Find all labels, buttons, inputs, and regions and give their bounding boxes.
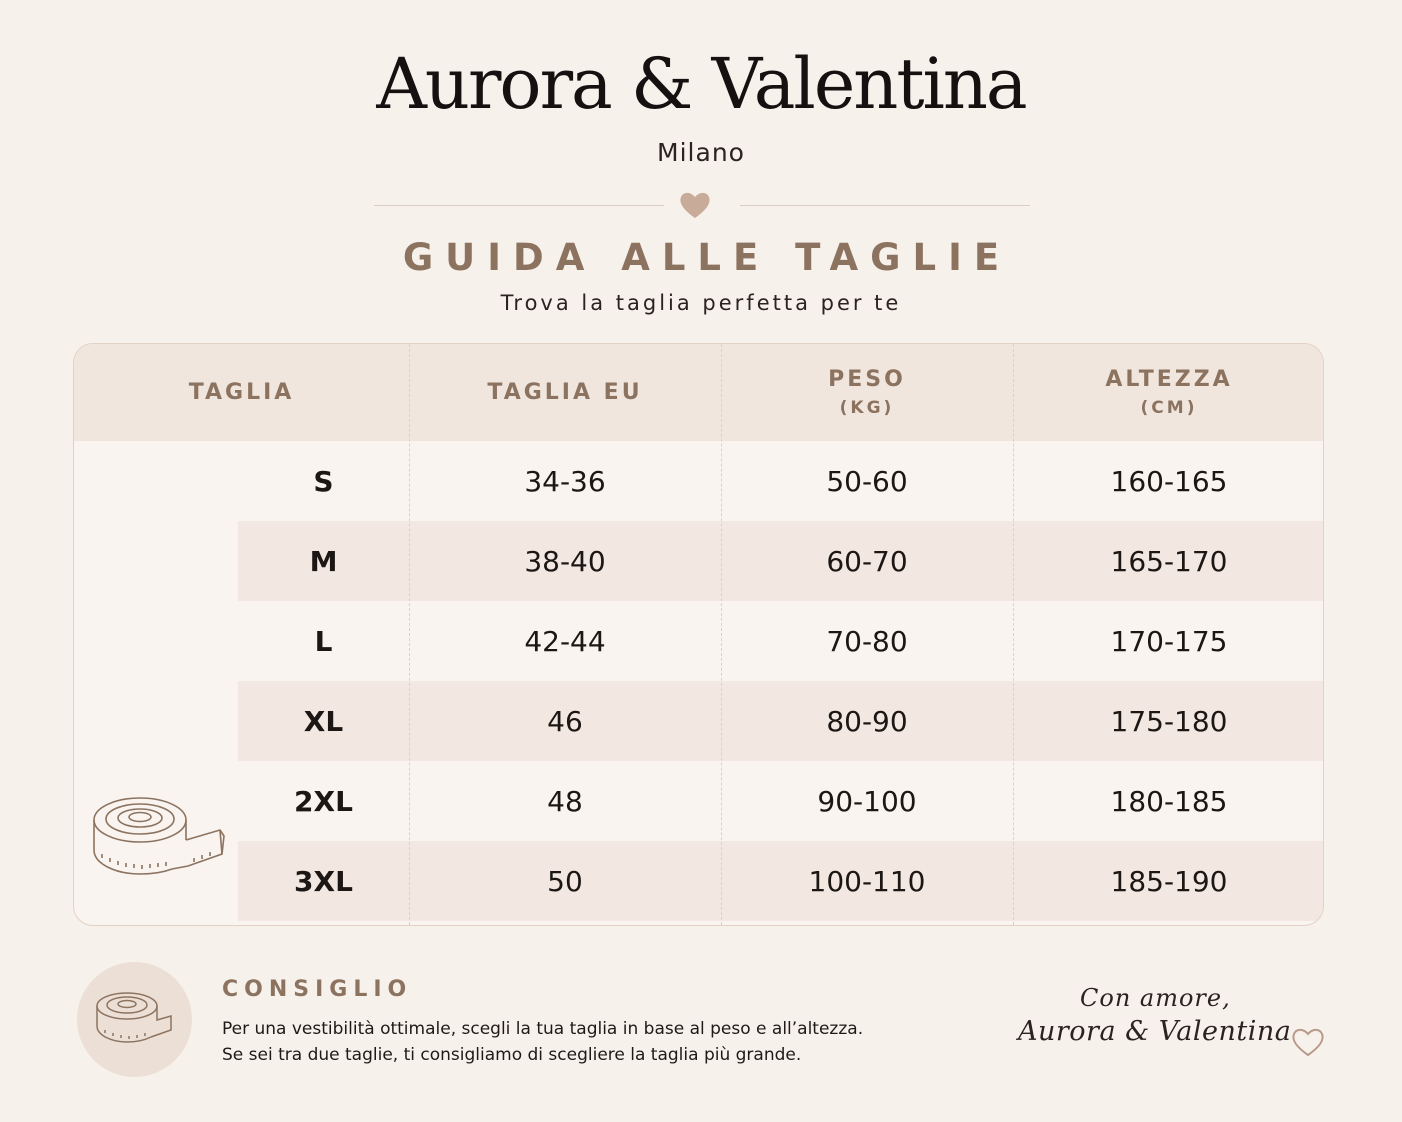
tip-text: [222, 1016, 863, 1068]
header-label: TAGLIA: [188, 380, 295, 405]
cell-weight: 90-100: [817, 784, 917, 818]
cell-eu: 50: [547, 864, 583, 898]
cell-size: 3XL: [294, 864, 353, 898]
table-row: [74, 441, 1323, 521]
size-table: [73, 343, 1324, 926]
table-row: [74, 601, 1323, 681]
header-label: ALTEZZA: [1105, 367, 1233, 392]
tip-title: CONSIGLIO: [222, 977, 413, 1002]
tip-icon-circle: [77, 962, 192, 1077]
cell-height: 170-175: [1110, 624, 1228, 658]
cell-weight: 60-70: [826, 544, 908, 578]
heart-icon: [678, 190, 712, 220]
column-divider: [721, 344, 722, 925]
header-unit: (KG): [839, 398, 895, 418]
cell-size: S: [313, 464, 334, 498]
cell-weight: 100-110: [808, 864, 926, 898]
cell-eu: 46: [547, 704, 583, 738]
column-divider: [409, 344, 410, 925]
cell-height: 165-170: [1110, 544, 1228, 578]
cell-size: 2XL: [294, 784, 353, 818]
signature-line: Con amore,: [1080, 984, 1231, 1012]
cell-height: 185-190: [1110, 864, 1228, 898]
measuring-tape-icon: [92, 792, 232, 887]
cell-eu: 38-40: [524, 544, 606, 578]
table-row: [74, 681, 1323, 761]
tip-line: Se sei tra due taglie, ti consigliamo di scegliere la taglia più grande.: [222, 1045, 802, 1065]
column-divider: [1013, 344, 1014, 925]
divider-line-left: [374, 205, 664, 206]
header-taglia: [74, 344, 409, 441]
table-row: [74, 841, 1323, 921]
cell-eu: 48: [547, 784, 583, 818]
table-header: [74, 344, 1323, 441]
header-label: PESO: [828, 367, 906, 392]
divider: [374, 190, 1030, 220]
brand-name: Aurora & Valentina: [376, 43, 1026, 125]
cell-height: 180-185: [1110, 784, 1228, 818]
cell-size: XL: [303, 704, 344, 738]
signature-line: Aurora & Valentina: [1018, 1016, 1292, 1047]
header-label: TAGLIA EU: [487, 380, 643, 405]
guide-subtitle: Trova la taglia perfetta per te: [500, 291, 902, 315]
cell-size: M: [309, 544, 338, 578]
cell-size: L: [314, 624, 333, 658]
cell-weight: 80-90: [826, 704, 908, 738]
header-taglia-eu: [409, 344, 721, 441]
header-altezza: [1013, 344, 1324, 441]
divider-line-right: [740, 205, 1030, 206]
cell-weight: 50-60: [826, 464, 908, 498]
header-unit: (CM): [1140, 398, 1198, 418]
table-row: [74, 761, 1323, 841]
cell-eu: 42-44: [524, 624, 606, 658]
cell-height: 175-180: [1110, 704, 1228, 738]
guide-title: GUIDA ALLE TAGLIE: [402, 236, 1012, 279]
table-row: [74, 521, 1323, 601]
measuring-tape-icon: [95, 990, 175, 1050]
cell-eu: 34-36: [524, 464, 606, 498]
cell-height: 160-165: [1110, 464, 1228, 498]
header-peso: [721, 344, 1013, 441]
tip-line: Per una vestibilità ottimale, scegli la tua taglia in base al peso e all’altezza.: [222, 1019, 864, 1039]
heart-outline-icon: [1290, 1026, 1326, 1058]
brand-city: Milano: [657, 138, 745, 167]
cell-weight: 70-80: [826, 624, 908, 658]
